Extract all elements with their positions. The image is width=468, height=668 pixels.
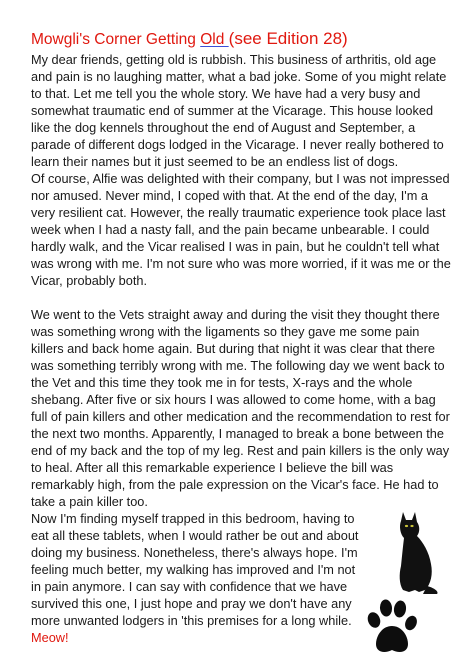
black-cat-silhouette (379, 508, 441, 594)
signoff: Meow! (31, 630, 69, 645)
article-title (31, 30, 453, 49)
title-underlined-word: Old (200, 31, 229, 48)
paragraph-1: My dear friends, getting old is rubbish. This business of arthritis, old age and pain is no laughing matter, what a bad joke. Some of you might relate to that. Let me tell you the whole story. We have had a very busy and somewhat traumatic end of summer at the Vicarage. This house looked like the dog kennels throughout the end of August and September, a parade of different dogs lodged in the Vicarage. I never really bothered to learn their names but it just seemed to be an endless list of dogs. (31, 52, 447, 169)
paragraph-spacer (31, 289, 453, 306)
paragraph-3: We went to the Vets straight away and during the visit they thought there was something wrong with the ligaments so they gave me some pain killers and back home again. But during that night it was clear that there was something terribly wrong with me. The following day we went back to the Vet and this time they took me in for tests, X-rays and the whole shebang. After five or six hours I was allowed to come home, with a bag full of pain killers and other medication and the recommendation to rest for the next two months. Apparently, I managed to break a bone between the end of my back and the top of my leg. Rest and pain killers is the only way to heal. After all this remarkable experience I believe the bill was remarkably high, from the pale expression on the Vicar's face. He had to take a pain killer too. (31, 307, 450, 509)
title-edition-ref: (see Edition 28) (228, 29, 348, 48)
paragraph-4 (31, 510, 366, 646)
paragraph-4-text: Now I'm finding myself trapped in this bedroom, having to eat all these tablets, when I would rather be out and about doing my business. Nonetheless, there's always hope. I'm feeling much better, my walking has improved and I'm not in pain anymore. I can say with confidence that we have survived this one, I just hope and pray we don't have any more unwanted lodgers in 'this premises for a long while. (31, 511, 359, 628)
paw-print-icon (362, 598, 420, 658)
title-lead: Mowgli's Corner Getting (31, 31, 201, 48)
paragraph-2: Of course, Alfie was delighted with their company, but I was not impressed nor amused. Never mind, I coped with that. At the end of the day, I'm a very resilient cat. However, the really traumatic experience took place last week when I had a nasty fall, and the pain became unbearable. I could hardly walk, and the Vicar realised I was in pain, but he couldn't tell what was wrong with me. I'm not sure who was more worried, if it was me or the Vicar, probably both. (31, 171, 451, 288)
